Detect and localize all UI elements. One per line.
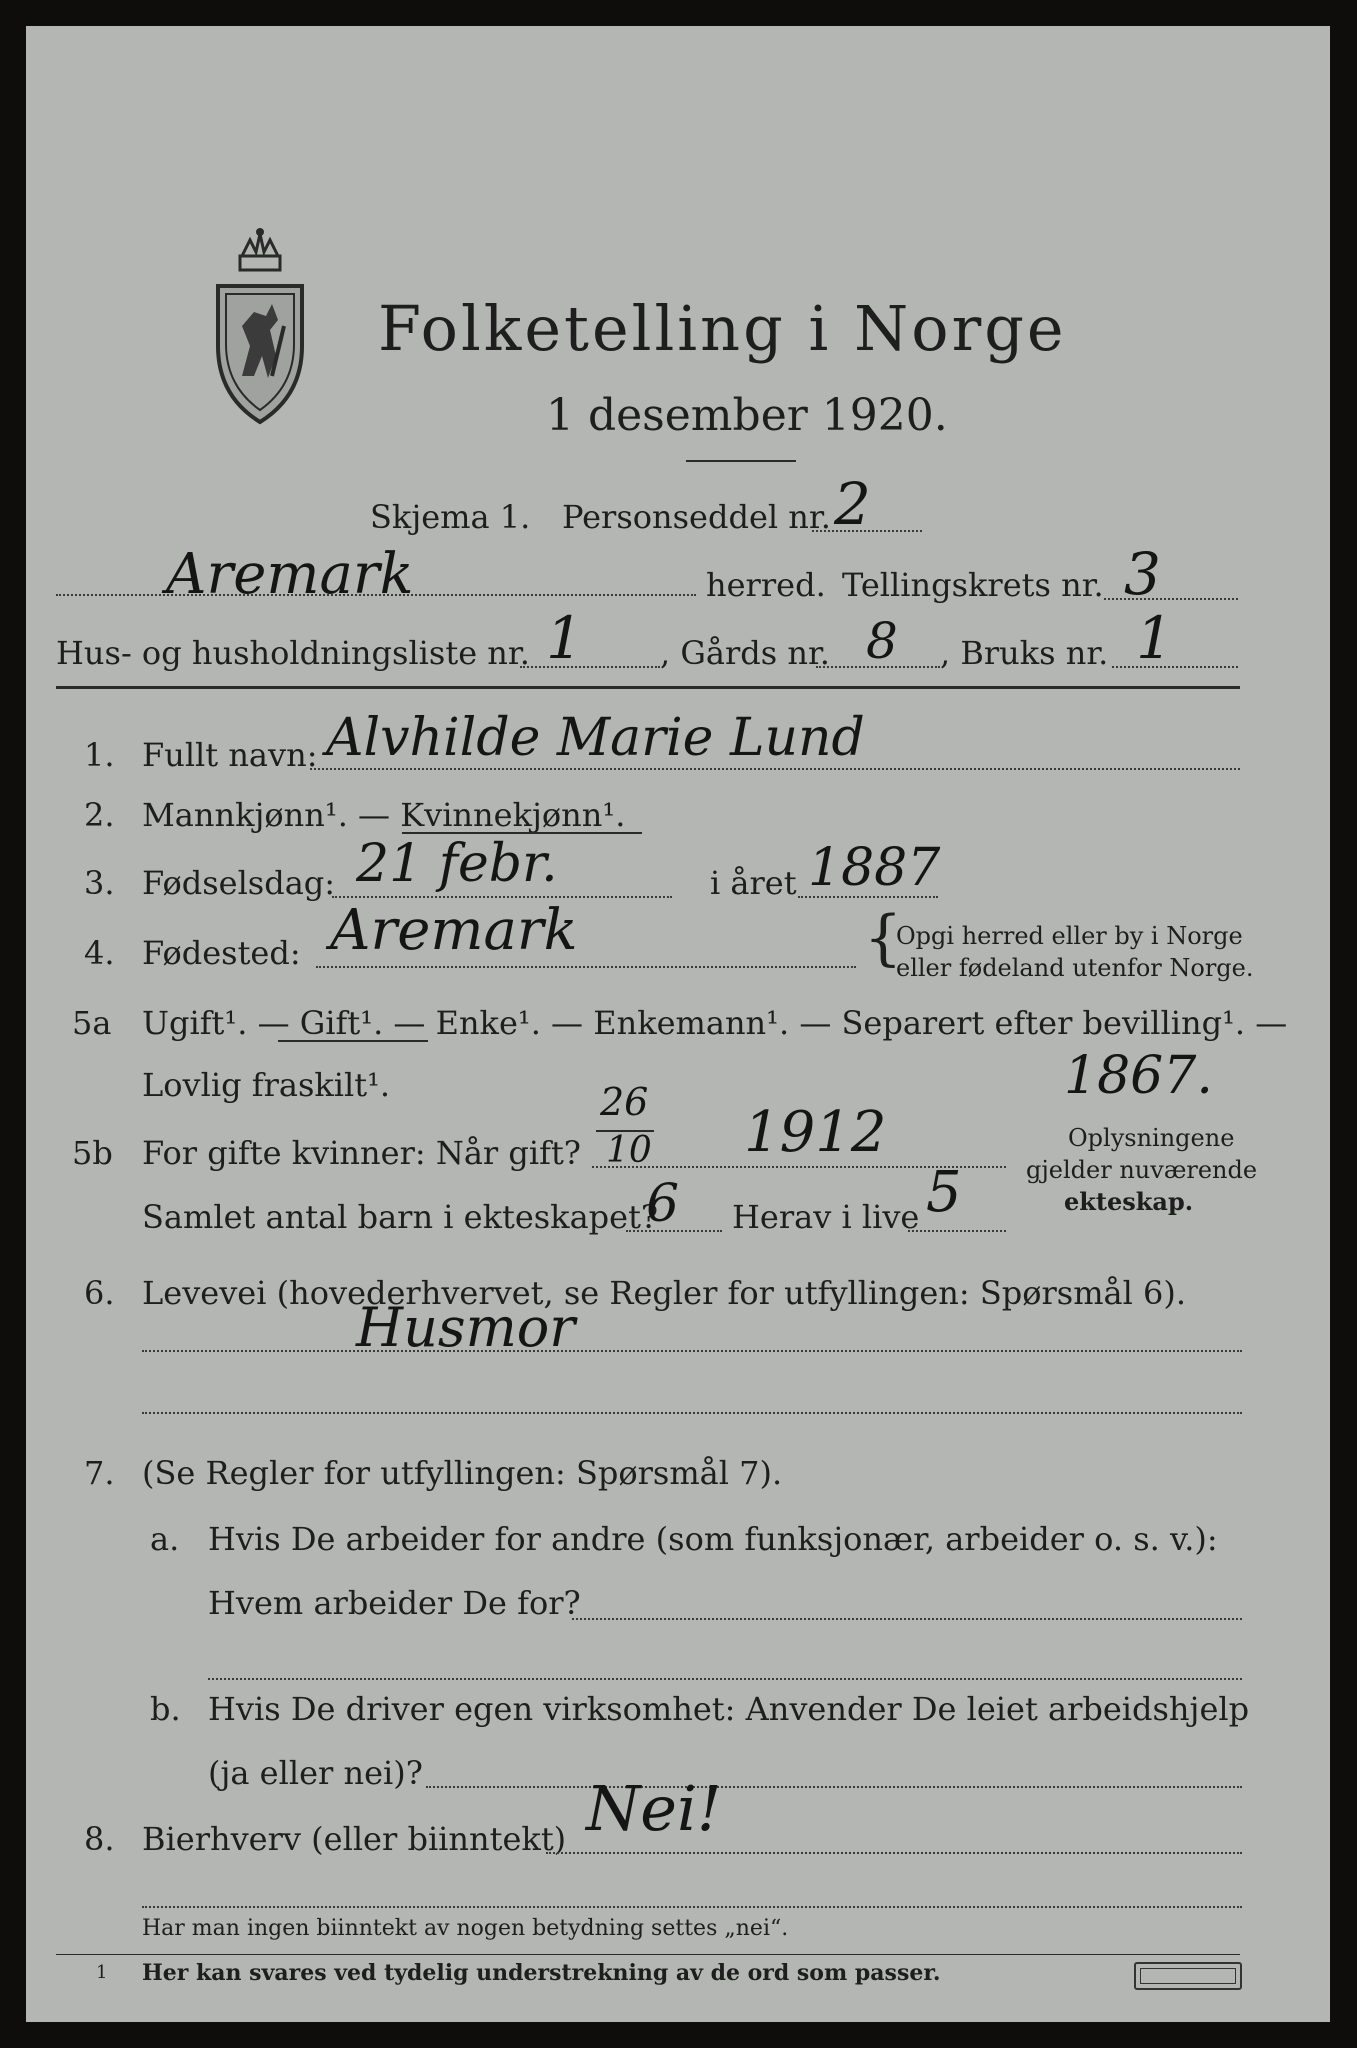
- q7a-text: Hvis De arbeider for andre (som funksjonær, arbeider o. s. v.):: [208, 1520, 1218, 1558]
- gards-label: , Gårds nr.: [660, 634, 830, 672]
- q7a-line2[interactable]: [208, 1678, 1242, 1680]
- q5b-year[interactable]: 1912: [744, 1100, 887, 1165]
- q6-line2: [142, 1412, 1242, 1414]
- q2-text: Mannkjønn¹. — Kvinnekjønn¹.: [142, 796, 626, 834]
- q5b-month[interactable]: 10: [606, 1130, 652, 1171]
- tellingskrets-label: Tellingskrets nr.: [842, 566, 1104, 604]
- q4-number: 4.: [84, 934, 115, 972]
- q8-number: 8.: [84, 1820, 115, 1858]
- census-date: 1 desember 1920.: [546, 390, 948, 441]
- q5b-alive-value[interactable]: 5: [926, 1160, 962, 1225]
- q2-number: 2.: [84, 796, 115, 834]
- q4-label: Fødested:: [142, 934, 301, 972]
- q3-year-value[interactable]: 1887: [808, 838, 941, 898]
- q7a-text2: Hvem arbeider De for?: [208, 1584, 581, 1622]
- q5b-alive-label: Herav i live: [732, 1198, 920, 1236]
- q5b-children-label: Samlet antal barn i ekteskapet?: [142, 1198, 659, 1236]
- q8-label: Bierhverv (eller biinntekt): [142, 1820, 567, 1858]
- q8-line: [546, 1852, 1242, 1854]
- hus-line: [520, 666, 660, 668]
- q1-line: [310, 768, 1240, 770]
- q1-value[interactable]: Alvhilde Marie Lund: [326, 708, 865, 768]
- footnote-text: Her kan svares ved tydelig understrekning av de ord som passer.: [142, 1960, 941, 1986]
- q3-year-label: i året: [710, 864, 797, 902]
- q4-note-line2: eller fødeland utenfor Norge.: [896, 954, 1254, 982]
- personseddel-value[interactable]: 2: [834, 470, 871, 538]
- tellingskrets-value[interactable]: 3: [1124, 540, 1161, 608]
- gards-value[interactable]: 8: [866, 612, 898, 670]
- q7a-line1[interactable]: [572, 1618, 1242, 1620]
- q7b-line[interactable]: [426, 1786, 1242, 1788]
- schema-label: Skjema 1.: [370, 498, 531, 536]
- q5a-number: 5a: [72, 1004, 112, 1042]
- q5a-text: Ugift¹. — Gift¹. — Enke¹. — Enkemann¹. — Separert efter bevilling¹. —: [142, 1004, 1288, 1042]
- q5b-children-value[interactable]: 6: [646, 1174, 680, 1234]
- q4-note-brace: {: [864, 903, 903, 973]
- q7b-text: Hvis De driver egen virksomhet: Anvender De leiet arbeidshjelp: [208, 1690, 1250, 1728]
- q7-number: 7.: [84, 1454, 115, 1492]
- herred-value[interactable]: Aremark: [166, 542, 414, 607]
- q5b-day[interactable]: 26: [600, 1080, 649, 1124]
- q6-number: 6.: [84, 1274, 115, 1312]
- q7b-number: b.: [150, 1690, 181, 1728]
- hus-value[interactable]: 1: [546, 604, 583, 672]
- q4-note-line1: Opgi herred eller by i Norge: [896, 922, 1243, 950]
- q5a-annotation: 1867.: [1064, 1046, 1213, 1106]
- q8-line2: [142, 1906, 1242, 1908]
- q3-number: 3.: [84, 864, 115, 902]
- q3-label: Fødselsdag:: [142, 864, 336, 902]
- hus-label: Hus- og husholdningsliste nr.: [56, 634, 530, 672]
- q8-value[interactable]: Nei!: [586, 1772, 722, 1845]
- footer-divider: [56, 1954, 1240, 1955]
- q5b-note-line1: Oplysningene: [1068, 1124, 1235, 1152]
- q7b-text2: (ja eller nei)?: [208, 1754, 423, 1792]
- q4-line: [316, 966, 856, 968]
- q1-label: Fullt navn:: [142, 736, 318, 774]
- q1-number: 1.: [84, 736, 115, 774]
- q6-line1: [142, 1350, 1242, 1352]
- q3-value[interactable]: 21 febr.: [356, 834, 558, 894]
- q5b-number: 5b: [72, 1134, 113, 1172]
- bruks-line: [1112, 666, 1238, 668]
- bruks-value[interactable]: 1: [1136, 604, 1173, 672]
- q5a-underline: [278, 1040, 428, 1042]
- q5b-alive-line: [908, 1230, 1006, 1232]
- q5b-note-line2: gjelder nuværende: [1026, 1156, 1258, 1184]
- personseddel-label: Personseddel nr.: [562, 498, 831, 536]
- title-divider: [686, 460, 796, 462]
- header-divider: [56, 686, 1240, 689]
- q5a-text2: Lovlig fraskilt¹.: [142, 1066, 391, 1104]
- q6-label: Levevei (hovederhvervet, se Regler for utfyllingen: Spørsmål 6).: [142, 1274, 1187, 1312]
- census-form: [26, 26, 1330, 2022]
- printer-stamp: [1134, 1962, 1242, 1990]
- form-title: Folketelling i Norge: [378, 292, 1067, 365]
- footnote-mark: 1: [96, 1962, 108, 1983]
- herred-label: herred.: [706, 566, 826, 604]
- q7a-number: a.: [150, 1520, 180, 1558]
- q4-value[interactable]: Aremark: [330, 898, 578, 963]
- q7-label: (Se Regler for utfyllingen: Spørsmål 7).: [142, 1454, 783, 1492]
- q6-value[interactable]: Husmor: [356, 1296, 576, 1359]
- footer-note: Har man ingen biinntekt av nogen betydning settes „nei“.: [142, 1916, 789, 1941]
- q5b-label: For gifte kvinner: Når gift?: [142, 1134, 581, 1172]
- coat-of-arms-icon: [212, 226, 308, 426]
- bruks-label: , Bruks nr.: [940, 634, 1109, 672]
- q5b-note-line3: ekteskap.: [1064, 1187, 1194, 1216]
